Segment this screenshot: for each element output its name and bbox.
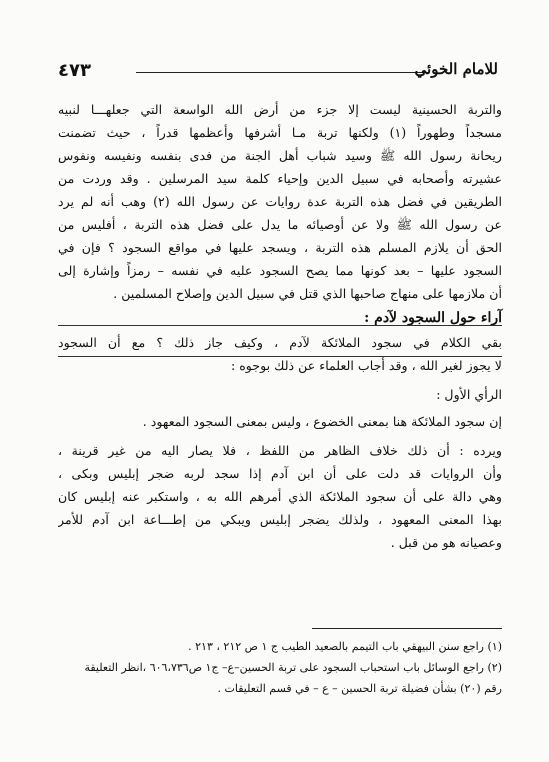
text-line: ويرده : أن ذلك خلاف الظاهر من اللفظ ، فلا يصار اليه من غير قرينة ،	[58, 443, 502, 458]
footnotes	[58, 636, 502, 699]
footnote-2-continued: رقم (٢٠) بشأن فضيلة تربة الحسين – ع – في قسم التعليقات .	[217, 682, 502, 695]
text-line: الحق أن يلازم المسلم هذه التربة ، ويسجد عليها في مواقع السجود ؟ فإن في	[58, 240, 502, 255]
text-line: إن سجود الملائكة هنا بمعنى الخضوع ، وليس بمعنى السجود المعهود .	[142, 414, 502, 429]
text-line: بقي الكلام في سجود الملائكة لآدم ، وكيف جاز ذلك ؟ مع أن السجود	[58, 335, 502, 350]
paragraph-question	[58, 331, 502, 377]
text-line: لا يجوز لغير الله ، وقد أجاب العلماء عن ذلك بوجوه :	[230, 358, 502, 373]
section-title: آراء حول السجود لآدم :	[364, 310, 502, 326]
footnote-rule	[312, 628, 502, 629]
page-number: ٤٧٣	[58, 60, 91, 81]
paragraph-rebuttal	[58, 439, 502, 554]
subheading-text: الرأي الأول :	[436, 387, 502, 402]
text-line: مسجداً وطهوراً (١) ولكنها تربة مـا أشرفها وأعظمها قدراً ، حيث تضمنت	[58, 125, 502, 140]
text-line: السجود عليها – بعد كونها مما يصح السجود عليه في نفسه – رمزاً وإشارة إلى	[58, 263, 502, 278]
paragraph-first-opinion	[58, 410, 502, 433]
section-rule-bottom	[58, 356, 502, 357]
text-line: عن رسول الله ﷺ ولا عن أوصيائه ما يدل على فضل هذه التربة ، أفليس من	[58, 217, 502, 232]
page-body	[58, 98, 502, 554]
page-header	[58, 60, 498, 84]
section-rule-top	[58, 325, 502, 326]
text-line: أن ملازمها على منهاج صاحبها الذي قتل في سبيل الدين وإصلاح المسلمين .	[113, 286, 502, 301]
text-line: وهي دالة على أن سجود الملائكة الذي أمرهم الله به ، واستكبر عنه إبليس كان	[58, 489, 502, 504]
text-line: الطريقين في فضل هذه التربة عدة روايات عن رسول الله (٢) وهب أنه لم يرد	[58, 194, 502, 209]
running-title: للامام الخوئي	[414, 60, 498, 78]
text-line: بهذا المعنى المعهود ، ولذلك يضجر إبليس ويبكي من إطـــاعة ابن آدم للأمر	[58, 512, 502, 527]
header-rule	[136, 72, 428, 73]
footnote-1: (١) راجع سنن البيهقي باب التيمم بالصعيد الطيب ج ١ ص ٢١٢ ، ٢١٣ .	[188, 640, 502, 653]
text-line: ريحانة رسول الله ﷺ وسيد شباب أهل الجنة من فدى بنفسه ونفيسه ونفوس	[58, 148, 502, 163]
text-line: وعصيانه هو من قبل .	[390, 535, 502, 550]
text-line: والتربة الحسينية ليست إلا جزء من أرض الله الواسعة التي جعلهـــا لنبيه	[58, 102, 502, 117]
paragraph-tربة	[58, 98, 502, 305]
text-line: وأن الروايات قد دلت على أن ابن آدم إذا سجد لربه ضجر إبليس وبكى ،	[58, 466, 502, 481]
subheading	[58, 383, 502, 406]
text-line: عشيرته وأصحابه في سبيل الدين وإحياء كلمة سيد المرسلين . وقد وردت من	[58, 171, 502, 186]
footnote-2: (٢) راجع الوسائل باب استحباب السجود على تربة الحسين–ع– ج١ ص٦٠٦،٧٣٦ ،انظر التعليقة	[84, 661, 502, 674]
